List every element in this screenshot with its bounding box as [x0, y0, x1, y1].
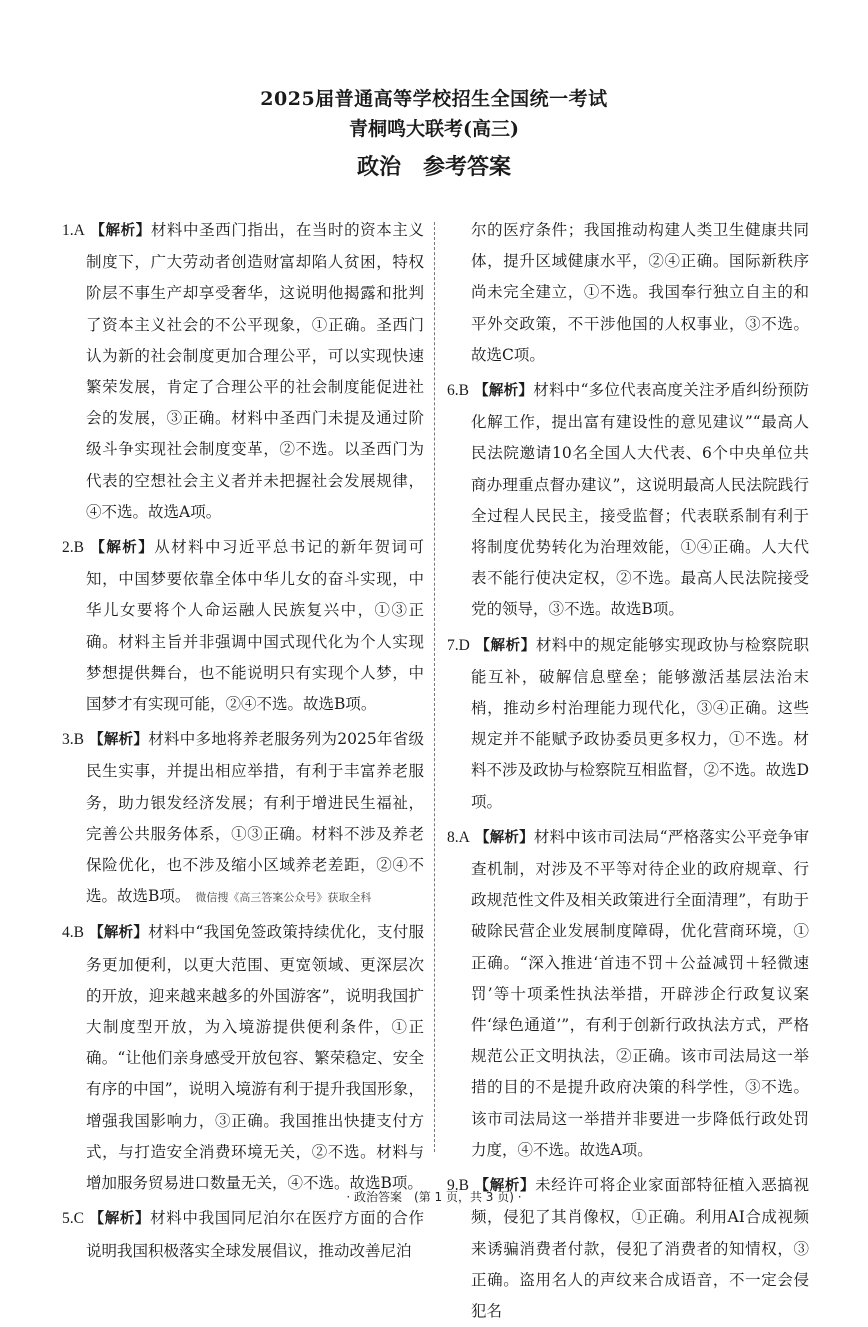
watermark-note: 微信搜《高三答案公众号》获取全科	[195, 891, 372, 905]
answer-number: 2.B	[62, 539, 84, 557]
answer-number: 8.A	[447, 828, 470, 846]
answer-number: 5.C	[62, 1210, 84, 1228]
analysis-tag: 【解析】	[90, 540, 155, 557]
answer-number: 7.D	[447, 636, 470, 654]
answer-text: 材料中该市司法局“严格落实公平竞争审查机制，对涉及不平等对待企业的政府规章、行政规范性文件及相关政策进行全面清理”，有助于破除民营企业发展制度障碍，优化营商环境，①正确。“深入推进‘首违不罚＋公益减罚＋轻微速罚’等十项柔性执法举措，开辟涉企行政复议案件‘绿色通道’”，有利于创新行政执法方式，严格规范公正文明执法，②正确。该市司法局这一举措的目的不是提升政府决策的科学性，③不选。该市司法局这一举措并非要进一步降低行政处罚力度，④不选。故选A项。	[471, 827, 809, 1159]
answer-1	[62, 215, 424, 528]
column-divider	[434, 222, 435, 1152]
subject-label: 政治	[356, 154, 401, 180]
right-column	[447, 215, 810, 1320]
analysis-tag: 【解析】	[474, 829, 534, 846]
answer-6	[447, 375, 809, 626]
answer-5-continuation: 尔的医疗条件；我国推动构建人类卫生健康共同体，提升区域健康水平，②④正确。国际新秩序尚未完全建立，①不选。我国奉行独立自主的和平外交政策，不干涉他国的人权事业，③不选。故选C项。	[471, 221, 809, 364]
analysis-tag: 【解析】	[90, 223, 151, 239]
analysis-tag: 【解析】	[475, 637, 536, 654]
analysis-tag: 【解析】	[474, 383, 534, 400]
answer-3	[62, 724, 424, 913]
answer-7	[447, 630, 809, 818]
answer-text: 材料中“多位代表高度关注矛盾纠纷预防化解工作，提出富有建设性的意见建议”“最高人民法院邀请10名全国人大代表、6个中央单位共商办理重点督办建议”，这说明最高人民法院践行全过程人民民主，接受监督；代表联系制有利于将制度优势转化为治理效能，①④正确。人大代表不能行使决定权，②不选。最高人民法院接受党的领导，③不选。故选B项。	[471, 381, 809, 619]
answer-5	[62, 1203, 424, 1266]
analysis-tag: 【解析】	[474, 1178, 536, 1195]
analysis-tag: 【解析】	[89, 732, 149, 749]
left-column	[62, 215, 425, 1260]
answer-text: 未经许可将企业家面部特征植入恶搞视频，侵犯了其肖像权，①正确。利用AI合成视频来诱骗消费者付款，侵犯了消费者的知情权，③正确。盗用名人的声纹来合成语音，不一定会侵犯名	[471, 1176, 809, 1320]
answer-text: 材料中我国同尼泊尔在医疗方面的合作说明我国积极落实全球发展倡议，推动改善尼泊	[86, 1209, 424, 1260]
exam-title: 2025届普通高等学校招生全国统一考试	[260, 88, 608, 110]
answer-number: 6.B	[447, 382, 469, 400]
answer-number: 9.B	[447, 1177, 469, 1195]
answer-text: 材料中的规定能够实现政协与检察院职能互补，破解信息壁垒；能够激活基层法治末梢，推动乡村治理能力现代化，③④正确。这些规定并不能赋予政协委员更多权力，①不选。材料不涉及政协与检察院互相监督，②不选。故选D项。	[471, 635, 810, 811]
page-header	[0, 84, 868, 184]
page-footer: · 政治答案 (第 1 页，共 3 页) ·	[346, 1190, 522, 1204]
exam-series: 青桐鸣大联考(高三)	[349, 118, 519, 140]
analysis-tag: 【解析】	[89, 1211, 151, 1228]
answer-text: 材料中圣西门指出，在当时的资本主义制度下，广大劳动者创造财富却陷人贫困，特权阶层不事生产却享受奢华，这说明他揭露和批判了资本主义社会的不公平现象，①正确。圣西门认为新的社会制度更加合理公平，可以实现快速繁荣发展，肯定了合理公平的社会制度能促进社会的发展，③正确。材料中圣西门未提及通过阶级斗争实现社会制度变革，②不选。以圣西门为代表的空想社会主义者并未把握社会发展规律，④不选。故选A项。	[86, 221, 425, 521]
answer-number: 3.B	[62, 731, 84, 749]
doc-type-label: 参考答案	[423, 154, 512, 180]
answer-number: 1.A	[62, 222, 85, 239]
answer-2	[62, 532, 424, 720]
document-title	[0, 150, 868, 184]
answer-8	[447, 822, 809, 1166]
analysis-tag: 【解析】	[89, 925, 149, 942]
answer-text: 材料中“我国免签政策持续优化，支付服务更加便利，以更大范围、更宽领域、更深层次的开放，迎来越来越多的外国游客”，说明我国扩大制度型开放，为入境游提供便利条件，①正确。“让他们亲身感受开放包容、繁荣稳定、安全有序的中国”，说明入境游有利于提升我国形象，增强我国影响力，③正确。我国推出快捷支付方式，与打造安全消费环境无关，②不选。材料与增加服务贸易进口数量无关，④不选。故选B项。	[86, 923, 424, 1193]
answer-text: 材料中多地将养老服务列为2025年省级民生实事，并提出相应举措，有利于丰富养老服务，助力银发经济发展；有利于增进民生福祉，完善公共服务体系，①③正确。材料不涉及养老保险优化，也不涉及缩小区域养老差距，②④不选。故选B项。	[86, 730, 424, 906]
answer-number: 4.B	[62, 924, 84, 942]
answer-4	[62, 917, 424, 1199]
answer-text: 从材料中习近平总书记的新年贺词可知，中国梦要依靠全体中华儿女的奋斗实现，中华儿女要将个人命运融人民族复兴中，①③正确。材料主旨并非强调中国式现代化为个人实现梦想提供舞台，也不能说明只有实现个人梦，中国梦才有实现可能，②④不选。故选B项。	[86, 538, 424, 714]
